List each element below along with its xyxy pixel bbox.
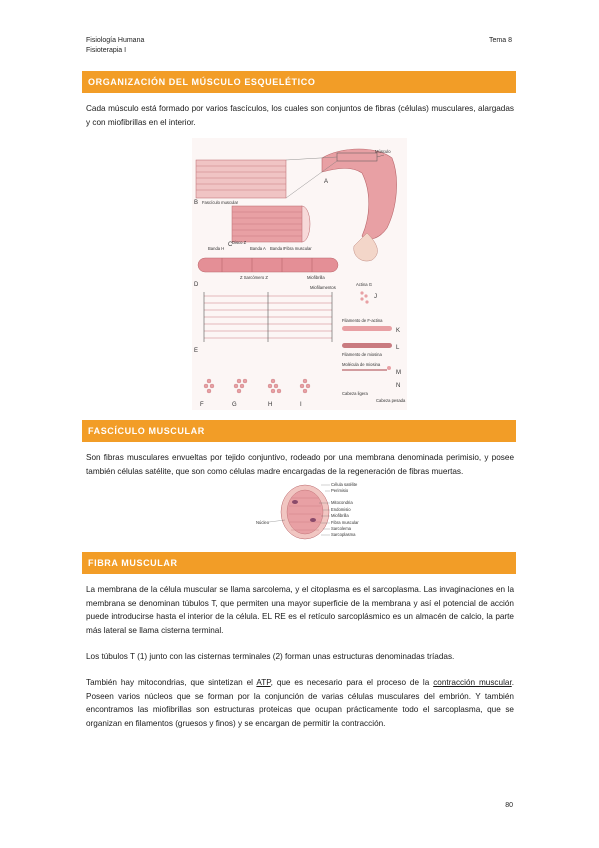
letter-b: B: [194, 200, 199, 206]
label-sarcoplasma: Sarcoplasma: [331, 532, 356, 537]
label-sarcolema: Sarcolema: [331, 526, 352, 531]
paragraph-fibra-3-a: También hay mitocondrias, que sintetizan el: [86, 678, 257, 687]
label-filamento-f-actina: Filamento de F-actina: [342, 318, 383, 323]
label-perimisio: Perimisio: [331, 488, 349, 493]
letter-m: M: [396, 370, 401, 376]
section-title-organizacion: ORGANIZACIÓN DEL MÚSCULO ESQUELÉTICO: [82, 71, 516, 93]
running-header-left: [86, 36, 144, 56]
label-actina-g: Actina G: [356, 282, 373, 287]
label-filamento-miosina: Filamento de miosina: [342, 352, 382, 357]
letter-l: L: [396, 345, 400, 351]
section-title-fasciculo: FASCÍCULO MUSCULAR: [82, 420, 516, 442]
label-cabeza-ligera: Cabeza ligera: [342, 391, 368, 396]
letter-f: F: [200, 402, 204, 408]
label-celula-satelite: Célula satélite: [331, 482, 358, 487]
paragraph-fibra-2: Los túbulos T (1) junto con las cisternas terminales (2) forman unas estructuras denominadas tríadas.: [86, 652, 455, 661]
label-sarcomero: Z Sarcómero Z: [240, 275, 268, 280]
label-endomisio: Endomisio: [331, 507, 351, 512]
label-miofilamentos: Miofilamentos: [310, 285, 336, 290]
letter-h: H: [268, 402, 273, 408]
degree-name: Fisioterapia I: [86, 47, 127, 54]
letter-k: K: [396, 328, 401, 334]
letter-g: G: [232, 402, 237, 408]
letter-n: N: [396, 383, 401, 389]
paragraph-fibra-3-b: , que es necesario para el proceso de la: [270, 678, 434, 687]
paragraph-fibra-1: La membrana de la célula muscular se llama sarcolema, y el citoplasma es el sarcoplasma. Las invaginaciones en la membrana se denominan túbulos T, que permiten una mayor superficie de la membrana y así el potencial de acción puede introducirse hasta el interior de la célula. EL RE es el retículo sarcoplásmico es un almacén de calcio, la parte más lateral se llama cisterna terminal.: [86, 585, 514, 635]
label-fasciculo: Fascículo muscular: [202, 200, 239, 205]
paragraph-fasciculo: Son fibras musculares envueltas por tejido conjuntivo, rodeado por una membrana denominada perimisio, y posee también células satélite, que son como células madre encargadas de la regeneración de fibras muertas.: [86, 453, 514, 476]
letter-a: A: [324, 179, 329, 185]
label-nucleo: Núcleo: [256, 520, 270, 525]
course-name: Fisiología Humana: [86, 37, 145, 44]
label-banda-a: Banda A: [250, 246, 266, 251]
label-musculo: Músculo: [375, 149, 391, 154]
running-header-right: Tema 8: [489, 37, 512, 44]
letter-c: C: [228, 242, 233, 248]
atp-link[interactable]: ATP: [256, 678, 271, 687]
label-banda-h: Banda H: [208, 246, 225, 251]
label-fibra-muscular: Fibra muscular: [331, 520, 359, 525]
letter-i: I: [300, 402, 302, 408]
label-fibra: Fibra muscular: [284, 246, 312, 251]
paragraph-fibra-3-c: . Poseen varios núcleos que se forman por la conjunción de varias células musculares del embrión. Y también encontramos las miofibrillas son estructuras proteicas que ocupan prácticamente todo el sarcoplasma, que se organizan en filamentos (gruesos y finos) y se encargan de permitir la contracción.: [86, 678, 514, 728]
label-banda-i: Banda I: [270, 246, 285, 251]
paragraph-organizacion: Cada músculo está formado por varios fascículos, los cuales son conjuntos de fibras (células) musculares, alargadas y con miofibrillas en el interior.: [86, 104, 514, 127]
label-cabeza-pesada: Cabeza pesada: [376, 398, 406, 403]
label-mitocondria: Mitocondria: [331, 500, 353, 505]
contraccion-muscular-link[interactable]: contracción muscular: [433, 678, 512, 687]
label-miofibrilla: Miofibrilla: [307, 275, 325, 280]
letter-e: E: [194, 348, 199, 354]
letter-d: D: [194, 282, 199, 288]
label-molecula-miosina: Molécula de miosina: [342, 362, 381, 367]
page-number: 80: [505, 802, 513, 809]
label-disco-z: Disco Z: [232, 240, 247, 245]
section-title-fibra: FIBRA MUSCULAR: [82, 552, 516, 574]
paragraph-fibra-3: [86, 676, 514, 730]
fascicle-figure: [255, 480, 365, 544]
muscle-organization-figure: [192, 138, 407, 410]
label-miofibrilla-2: Miofibrilla: [331, 513, 349, 518]
letter-j: J: [374, 294, 377, 300]
